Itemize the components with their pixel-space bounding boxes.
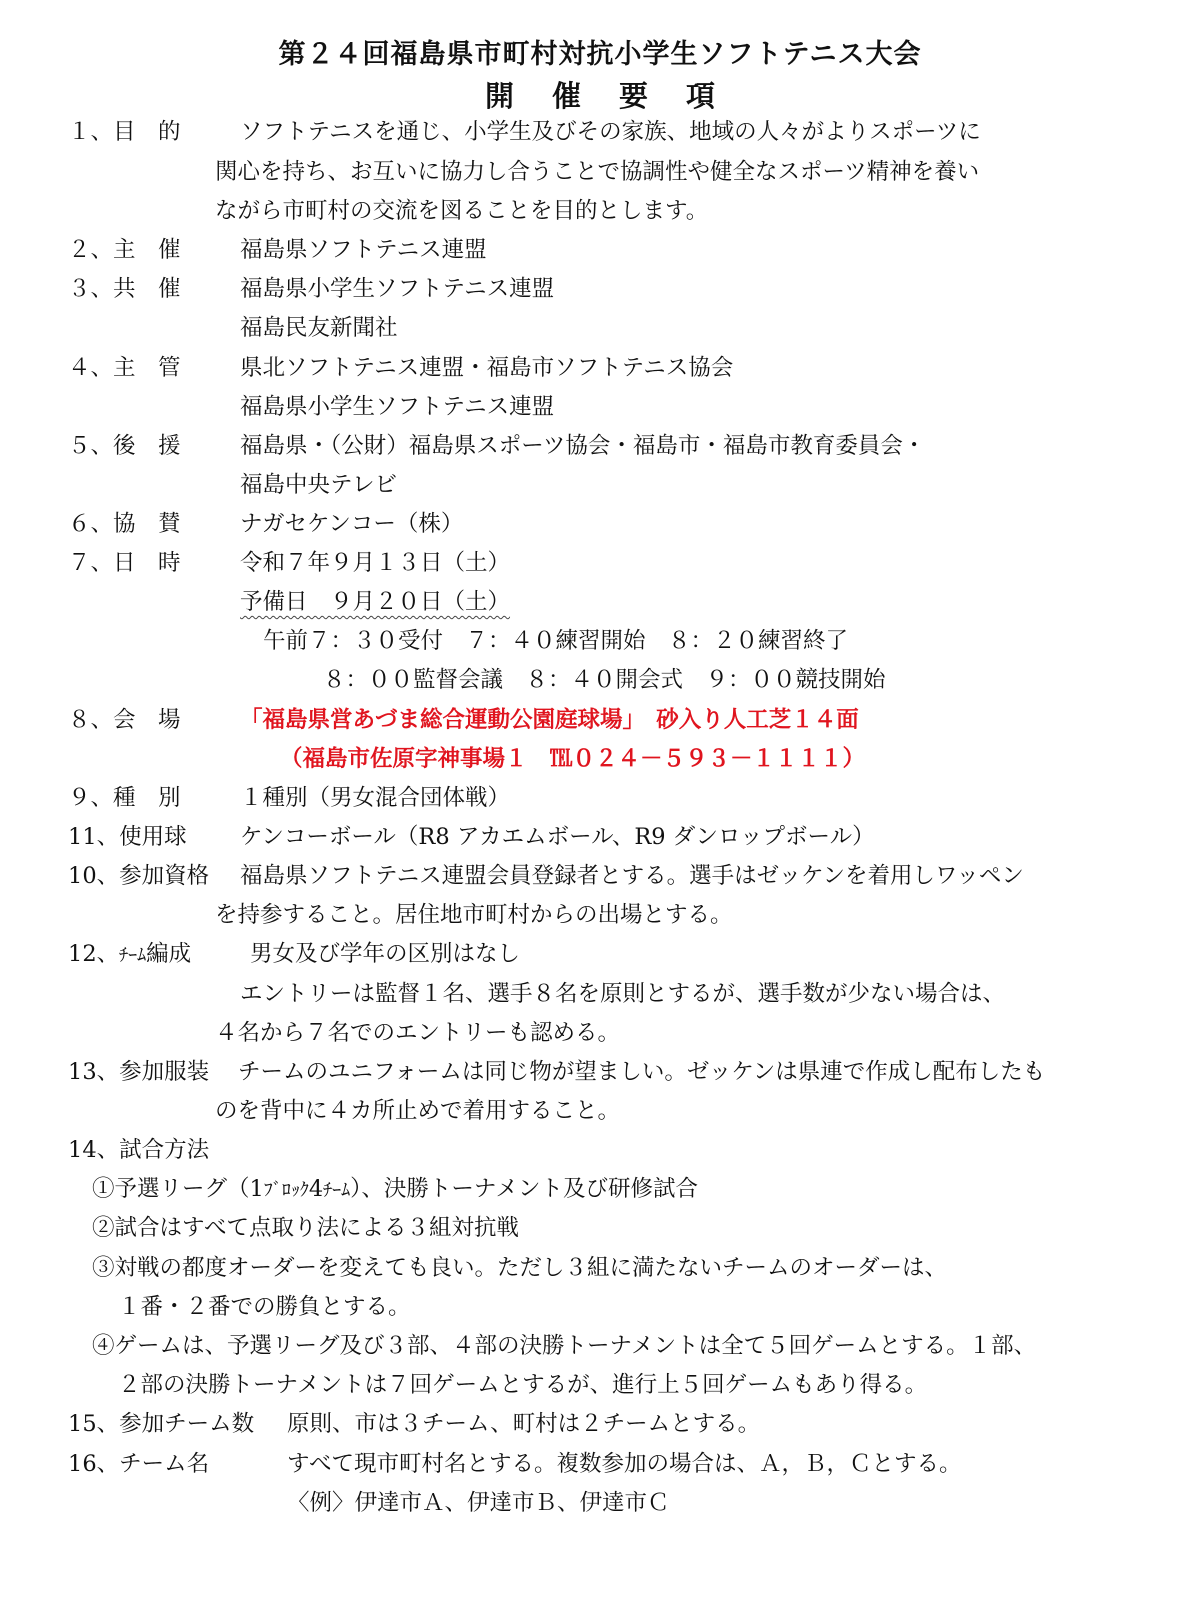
item-1-part-b: ﾌﾞﾛｯｸ bbox=[263, 1180, 309, 1201]
section-9-line-1: １種別（男女混合団体戦） bbox=[240, 785, 511, 811]
item-1-part-d: ﾁｰﾑ bbox=[323, 1180, 351, 1201]
section-12-label-small: ﾁｰﾑ bbox=[119, 945, 147, 966]
section-10-line-2: を持参すること。居住地市町村からの出場とする。 bbox=[215, 902, 733, 928]
section-7-reserve-date: 予備日 ９月２０日（土） bbox=[240, 589, 511, 615]
section-12-line-2: エントリーは監督１名、選手８名を原則とするが、選手数が少ない場合は、 bbox=[240, 981, 1006, 1007]
section-1-line-3: ながら市町村の交流を図ることを目的とします。 bbox=[215, 198, 709, 224]
section-12-label-prefix: 12、 bbox=[68, 941, 120, 967]
section-7-schedule-2: ８：００監督会議 ８：４０開会式 ９：００競技開始 bbox=[323, 667, 886, 693]
section-8-address: （福島市佐原字神事場１ ℡０２４－５９３－１１１１） bbox=[280, 746, 866, 772]
section-15-line-1: 原則、市は３チーム、町村は２チームとする。 bbox=[287, 1411, 761, 1437]
section-14-item-1 bbox=[92, 1174, 698, 1206]
item-1-part-c: 4 bbox=[308, 1176, 324, 1202]
section-12-label-rest: 編成 bbox=[146, 941, 192, 967]
section-10-label: 10、参加資格 bbox=[68, 863, 210, 889]
section-14-item-4-cont: ２部の決勝トーナメントは７回ゲームとするが、進行上５回ゲームもあり得る。 bbox=[118, 1372, 928, 1398]
section-1-label: １、目 的 bbox=[68, 119, 181, 145]
section-4-line-2: 福島県小学生ソフトテニス連盟 bbox=[240, 394, 555, 420]
section-3-line-1: 福島県小学生ソフトテニス連盟 bbox=[240, 276, 555, 302]
section-14-item-3: ③対戦の都度オーダーを変えても良い。ただし３組に満たないチームのオーダーは、 bbox=[92, 1255, 948, 1281]
document-title: 第２４回福島県市町村対抗小学生ソフトテニス大会 bbox=[278, 39, 922, 70]
document-subtitle: 開催要項 bbox=[484, 79, 753, 113]
section-5-line-1: 福島県・（公財）福島県スポーツ協会・福島市・福島市教育委員会・ bbox=[240, 433, 926, 459]
item-1-part-a: ①予選リーグ（1 bbox=[92, 1176, 264, 1202]
section-16-label: 16、チーム名 bbox=[68, 1451, 210, 1477]
section-14-item-2: ②試合はすべて点取り法による３組対抗戦 bbox=[92, 1215, 520, 1241]
section-7-schedule-1: 午前７：３０受付 ７：４０練習開始 ８：２０練習終了 bbox=[263, 628, 849, 654]
section-11-label: 11、使用球 bbox=[68, 824, 187, 850]
section-8-venue: 「福島県営あづま総合運動公園庭球場」 砂入り人工芝１４面 bbox=[240, 707, 859, 733]
section-3-line-2: 福島民友新聞社 bbox=[240, 315, 398, 341]
section-4-line-1: 県北ソフトテニス連盟・福島市ソフトテニス協会 bbox=[240, 355, 734, 381]
section-9-label: ９、種 別 bbox=[68, 785, 181, 811]
section-2-line-1: 福島県ソフトテニス連盟 bbox=[240, 237, 487, 263]
section-12-line-1: 男女及び学年の区別はなし bbox=[250, 941, 521, 967]
section-2-label: ２、主 催 bbox=[68, 237, 181, 263]
section-15-label: 15、参加チーム数 bbox=[68, 1411, 255, 1437]
section-14-item-4: ④ゲームは、予選リーグ及び３部、４部の決勝トーナメントは全て５回ゲームとする。１部、 bbox=[92, 1333, 1037, 1359]
section-7-label: ７、日 時 bbox=[68, 550, 181, 576]
section-8-label: ８、会 場 bbox=[68, 707, 181, 733]
section-6-line-1: ナガセケンコー（株） bbox=[240, 511, 464, 537]
section-14-label: 14、試合方法 bbox=[68, 1137, 210, 1163]
section-6-label: ６、協 賛 bbox=[68, 511, 181, 537]
section-13-line-2: のを背中に４カ所止めで着用すること。 bbox=[215, 1098, 621, 1124]
section-3-label: ３、共 催 bbox=[68, 276, 181, 302]
section-12-label bbox=[68, 939, 191, 971]
section-11-line-1: ケンコーボール（R8 アカエムボール、R9 ダンロップボール） bbox=[240, 824, 875, 850]
section-1-line-1: ソフトテニスを通じ、小学生及びその家族、地域の人々がよりスポーツに bbox=[240, 119, 981, 145]
section-5-label: ５、後 援 bbox=[68, 433, 181, 459]
section-5-line-2: 福島中央テレビ bbox=[240, 472, 398, 498]
section-16-line-1: すべて現市町村名とする。複数参加の場合は、Ａ，Ｂ，Ｃとする。 bbox=[287, 1451, 962, 1477]
section-14-item-3-cont: １番・２番での勝負とする。 bbox=[118, 1294, 411, 1320]
section-4-label: ４、主 管 bbox=[68, 355, 181, 381]
item-1-part-e: ）、決勝トーナメント及び研修試合 bbox=[350, 1176, 699, 1202]
section-16-example: 〈例〉伊達市Ａ、伊達市Ｂ、伊達市Ｃ bbox=[287, 1490, 670, 1516]
section-13-line-1: チームのユニフォームは同じ物が望ましい。ゼッケンは県連で作成し配布したも bbox=[238, 1059, 1046, 1085]
section-10-line-1: 福島県ソフトテニス連盟会員登録者とする。選手はゼッケンを着用しワッペン bbox=[240, 863, 1024, 889]
section-12-line-3: ４名から７名でのエントリーも認める。 bbox=[215, 1020, 621, 1046]
section-7-date: 令和７年９月１３日（土） bbox=[240, 550, 511, 576]
section-13-label: 13、参加服装 bbox=[68, 1059, 210, 1085]
section-1-line-2: 関心を持ち、お互いに協力し合うことで協調性や健全なスポーツ精神を養い bbox=[215, 159, 980, 185]
